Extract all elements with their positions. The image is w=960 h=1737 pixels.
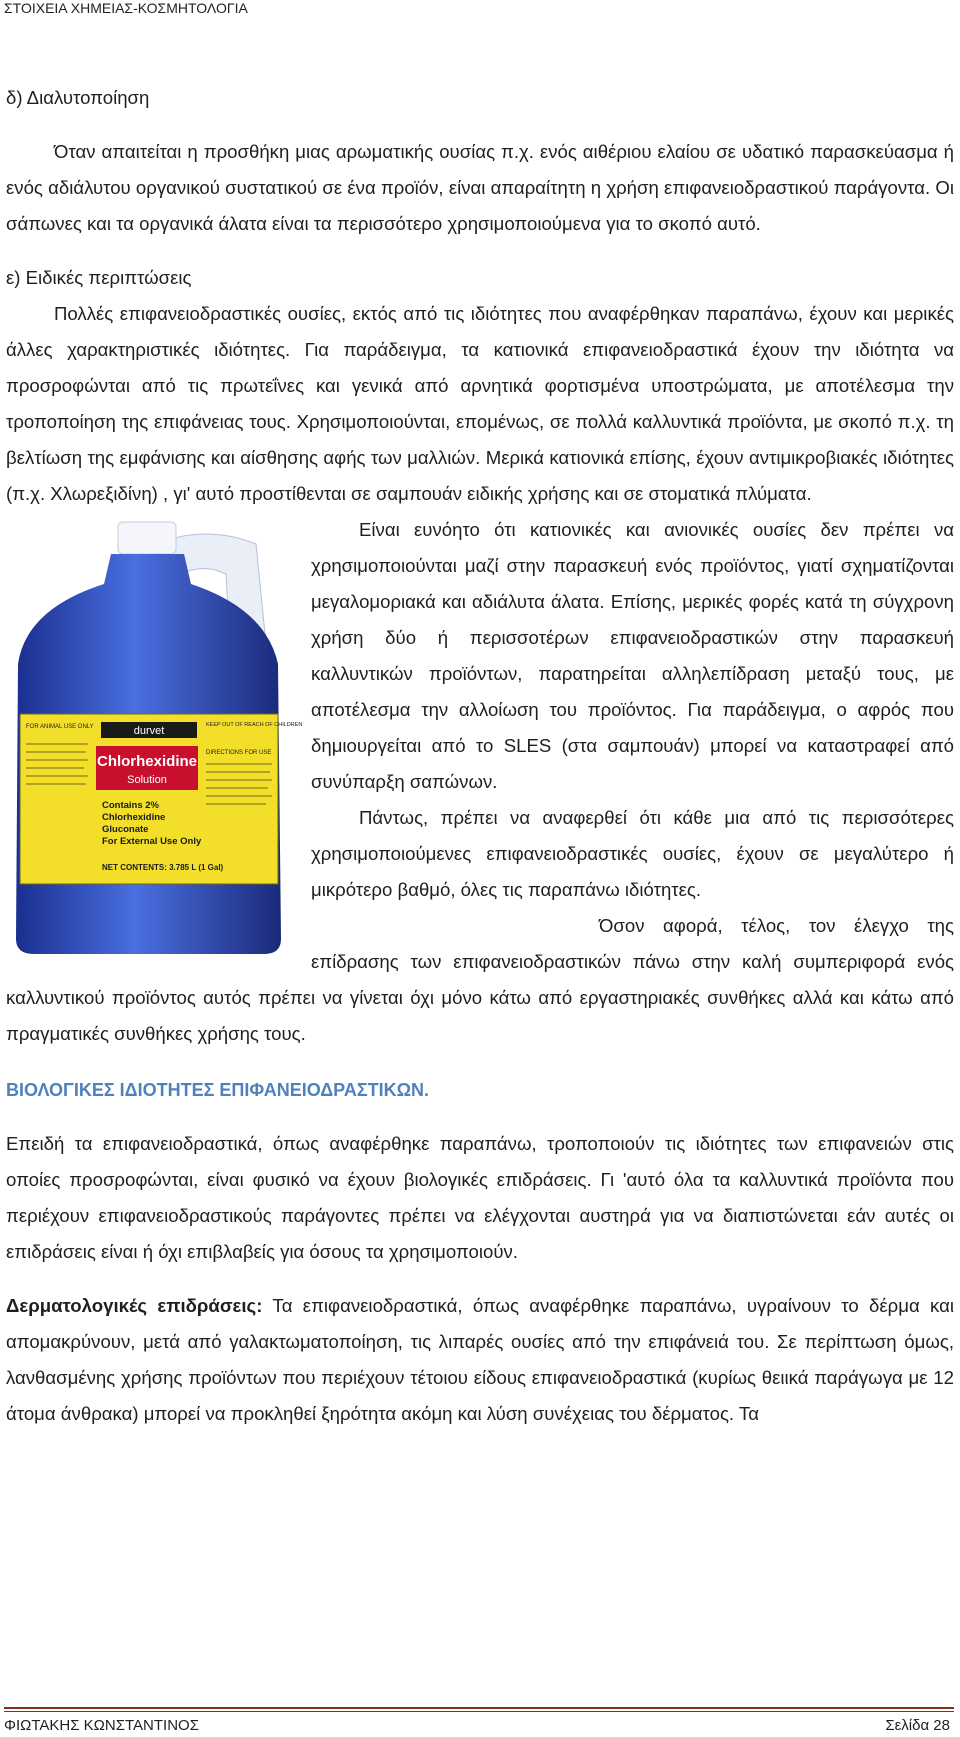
dermatological-text: Τα επιφανειοδραστικά, όπως αναφέρθηκε παραπάνω, υγραίνουν το δέρμα και απομακρύνουν, μετά από γαλακτωματοποίηση, τις λιπαρές ουσίες από την επιφάνειά του. Σε περίπτωση όμως, λανθασμένης χρήσης προϊόντων που περιέχουν τέτοιου είδους επιφανειοδραστικά (κυρίως θειικά παράγωγα με 12 άτομα άνθρακα) μπορεί να προκληθεί ξηρότητα ακόμη και λύση συνέχειας του δέρματος. Τα [6,1295,954,1424]
contents-line-4: For External Use Only [102,836,202,847]
footer-rule-thin [4,1711,954,1712]
product-name-text: Chlorhexidine [96,753,198,770]
brand-text: durvet [133,725,165,737]
section-d-paragraph: Όταν απαιτείται η προσθήκη μιας αρωματικής ουσίας π.χ. ενός αιθέριου ελαίου σε υδατικό παρασκεύασμα ή ενός αδιάλυτου οργανικού συστατικού σε ένα προϊόν, είναι απαραίτητη η χρήση επιφανειοδραστικού παράγοντα. Οι σάπωνες και τα οργανικά άλατα είναι τα περισσότερο χρησιμοποιούμενα για το σκοπό αυτό. [6,141,954,234]
contents-line-2: Chlorhexidine [102,812,166,823]
product-subtitle-text: Solution [127,774,167,786]
section-heading-biological: ΒΙΟΛΟΓΙΚΕΣ ΙΔΙΟΤΗΤΕΣ ΕΠΙΦΑΝΕΙΟΔΡΑΣΤΙΚΩΝ. [6,1080,430,1100]
float-paragraph-1: Είναι ευνόητο ότι κατιονικές και ανιονικές ουσίες δεν πρέπει να χρησιμοποιούνται μαζί στην παρασκευή ενός προϊόντος, γιατί σχηματίζονται μεγαλομοριακά και αδιάλυτα άλατα. Επίσης, μερικές φορές κατά τη σύγχρονη χρήση δύο ή περισσοτέρων επιφανειοδραστικών στην παρασκευή καλλυντικών προϊόντων, παρατηρείται αλληλεπίδραση μεταξύ τους, με αποτέλεσμα την αλλοίωση του προϊόντος. Για παράδειγμα, ο αφρός που δημιουργείται από το SLES (στα σαμπουάν) μπορεί να καταστραφεί από συνύπαρξη σαπώνων. [311,519,954,792]
footer-page-number: Σελίδα 28 [885,1717,950,1734]
dermatological-paragraph [6,1288,954,1432]
float-paragraph-2: Πάντως, πρέπει να αναφερθεί ότι κάθε μια από τις περισσότερες χρησιμοποιούμενες επιφανειοδραστικές ουσίες, έχουν σε μεγαλύτερο ή μικρότερο βαθμό, όλες τις παραπάνω ιδιότητες. [311,807,954,900]
contents-line-3: Gluconate [102,824,149,835]
label-right-top-text: KEEP OUT OF REACH OF CHILDREN [206,722,303,728]
biological-paragraph: Επειδή τα επιφανειοδραστικά, όπως αναφέρθηκε παραπάνω, τροποποιούν τις ιδιότητες των επιφανειών στις οποίες προσροφώνται, είναι φυσικό να έχουν βιολογικές επιδράσεις. Γι 'αυτό όλα τα καλλυντικά προϊόντα που περιέχουν επιφανειοδραστικούς παράγοντες πρέπει να ελέγχονται αυστηρά για να διαπιστώνεται εάν αυτές οι επιδράσεις είναι ή όχι επιβλαβείς για όσους τα χρησιμοποιούν. [6,1133,954,1262]
label-left-text: FOR ANIMAL USE ONLY [26,724,94,730]
float-section [6,512,954,908]
dermatological-label: Δερματολογικές επιδράσεις: [6,1295,263,1316]
label-right-text: DIRECTIONS FOR USE [206,750,272,756]
footer-rule [4,1707,954,1709]
net-contents-text: NET CONTENTS: 3.785 L (1 Gal) [102,863,224,872]
chlorhexidine-bottle-image [6,514,303,959]
section-d-title: δ) Διαλυτοποίηση [6,87,150,108]
section-e-paragraph: Πολλές επιφανειοδραστικές ουσίες, εκτός από τις ιδιότητες που αναφέρθηκαν παραπάνω, έχουν και μερικές άλλες χαρακτηριστικές ιδιότητες. Για παράδειγμα, τα κατιονικά επιφανειοδραστικά έχουν την ιδιότητα να προσροφώνται από τις πρωτεΐνες και γενικά από αρνητικά φορτισμένα υποστρώματα, με αποτέλεσμα την τροποποίηση της επιφάνειας τους. Χρησιμοποιούνται, επομένως, σε πολλά καλλυντικά προϊόντα, με σκοπό π.χ. τη βελτίωση της εμφάνισης και αίσθησης αφής των μαλλιών. Μερικά κατιονικά επίσης, έχουν αντιμικροβιακές ιδιότητες (π.χ. Χλωρεξιδίνη) , γι' αυτό προστίθενται σε σαμπουάν ειδικής χρήσης και σε στοματικά πλύματα. [6,303,954,504]
section-e-title: ε) Ειδικές περιπτώσεις [6,267,192,288]
running-header: ΣΤΟΙΧΕΙΑ ΧΗΜΕΙΑΣ-ΚΟΣΜΗΤΟΛΟΓΙΑ [4,0,248,16]
float-paragraph-3: Όσον αφορά, τέλος, τον έλεγχο της επίδρασης των επιφανειοδραστικών πάνω στην καλή συμπεριφορά ενός καλλυντικού προϊόντος αυτός πρέπει να γίνεται όχι μόνο κάτω από εργαστηριακές συνθήκες αλλά και κάτω από πραγματικές συνθήκες χρήσης τους. [6,915,954,1044]
contents-line-1: Contains 2% [102,800,160,811]
footer-author: ΦΙΩΤΑΚΗΣ ΚΩΝΣΤΑΝΤΙΝΟΣ [4,1717,199,1734]
document-body [6,80,954,1432]
